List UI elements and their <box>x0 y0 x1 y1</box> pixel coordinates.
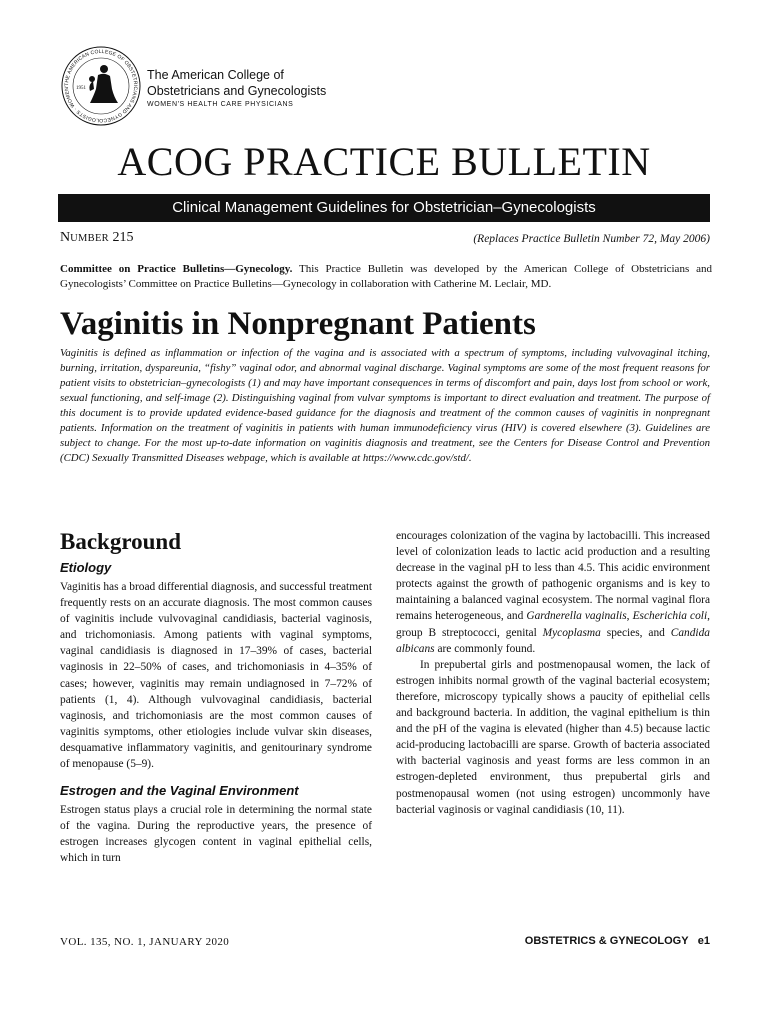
page-number: e1 <box>697 935 710 947</box>
prepubertal-paragraph: In prepubertal girls and postmenopausal women, the lack of estrogen inhibits normal growth of the vaginal bacterial ecosystem; therefore, microscopy typically shows a paucity of epithelial cells and background bacteria. In addition, the vaginal epithelium is thin and the pH of the vagina is elevated (higher than 4.5) because lactic acid-producing lactobacilli are sparse. Growth of bacteria associated with bacterial vaginosis and yeast forms are less common in an estrogen-depleted environment, thus prepubertal girls and postmenopausal women (not using estrogen) uncommonly have bacterial vaginosis or vaginal candidiasis (10, 11). <box>396 658 710 816</box>
replaces-note: (Replaces Practice Bulletin Number 72, May 2006) <box>473 233 710 245</box>
org-name-line1: The American College of <box>147 68 284 82</box>
footer-volume: VOL. 135, NO. 1, JANUARY 2020 <box>60 936 230 948</box>
right-column <box>396 528 710 818</box>
guidelines-banner: Clinical Management Guidelines for Obstetrician–Gynecologists <box>58 194 710 222</box>
seal-ring-text: THE AMERICAN COLLEGE OF OBSTETRICIANS AND GYNECOLOGISTS · WOMEN' <box>63 48 139 124</box>
etiology-paragraph: Vaginitis has a broad differential diagnosis, and successful treatment frequently rests on an accurate diagnosis. The most common causes of vaginitis include vulvovaginal candidiasis, bacterial vaginosis, and trichomoniasis. Among patients with vaginal symptoms, vaginal candidiasis is diagnosed in 17–39% of cases, bacterial vaginosis in 22–50% of cases, and trichomoniasis in 4–35% of cases; however, vaginitis may remain undiagnosed in 7–72% of patients (1, 4). Although vulvovaginal candidiasis, bacterial vaginosis, and trichomoniasis are the most common causes of vaginitis symptoms, other etiologies include vulvar skin diseases, desquamative inflammatory vaginitis, and genitourinary syndrome of menopause (5–9). <box>60 581 372 771</box>
acog-seal-logo <box>60 45 142 127</box>
footer-journal: OBSTETRICS & GYNECOLOGY e1 <box>524 935 710 947</box>
abstract: Vaginitis is defined as inflammation or infection of the vagina and is associated with a spectrum of symptoms, including vulvovaginal itching, burning, irritation, dyspareunia, “fishy” vaginal odor, and abnormal vaginal discharge. Vaginal symptoms are some of the most frequent reasons for patient visits to obstetrician–gynecologists (1) and may have important consequences in terms of discomfort and pain, days lost from school or work, sexual functioning, and self-image (2). Distinguishing vaginal from vulvar symptoms is important to direct evaluation and treatment. The purpose of this document is to provide updated evidence-based guidance for the diagnosis and treatment of the common causes of vaginitis in nonpregnant patients. Information on the treatment of vaginitis in patients with human immunodeficiency virus (HIV) is covered elsewhere (3). Guidelines are subject to change. For the most up-to-date information on vaginitis diagnosis and treatment, see the Centers for Disease Control and Prevention (CDC) Sexually Transmitted Diseases webpage, which is available at https://www.cdc.gov/std/. <box>60 347 710 464</box>
flora-paragraph: encourages colonization of the vagina by lactobacilli. This increased level of colonization leads to lactic acid production and a resulting decrease in the vaginal pH to less than 4.5. This acidic environment protects against the growth of pathogenic organisms and is key to maintaining a balanced vaginal ecosystem. The normal vaginal flora remains heterogeneous, and Gardnerella vaginalis, Escherichia coli, group B streptococci, genital Mycoplasma species, and Candida albicans are commonly found. <box>396 530 710 655</box>
article-title: Vaginitis in Nonpregnant Patients <box>60 306 536 342</box>
background-heading: Background <box>60 529 182 554</box>
committee-note: Committee on Practice Bulletins—Gynecology. This Practice Bulletin was developed by the American College of Obstetricians and Gynecologists’ Committee on Practice Bulletins—Gynecology in collaboration with Catherine M. Leclair, MD. <box>60 263 712 290</box>
estrogen-paragraph: Estrogen status plays a crucial role in determining the normal state of the vagina. During the reproductive years, the presence of estrogen increases glycogen content in vaginal epithelial cells, which in turn <box>60 804 372 865</box>
org-tagline: WOMEN'S HEALTH CARE PHYSICIANS <box>147 101 294 108</box>
org-name-line2: Obstetricians and Gynecologists <box>147 84 327 98</box>
bulletin-number: NUMBER 215 <box>60 230 134 245</box>
etiology-heading: Etiology <box>60 560 112 575</box>
seal-year: 1951 <box>76 86 86 91</box>
left-column <box>60 527 372 867</box>
estrogen-heading: Estrogen and the Vaginal Environment <box>60 783 299 799</box>
bulletin-title: ACOG PRACTICE BULLETIN <box>117 139 651 184</box>
